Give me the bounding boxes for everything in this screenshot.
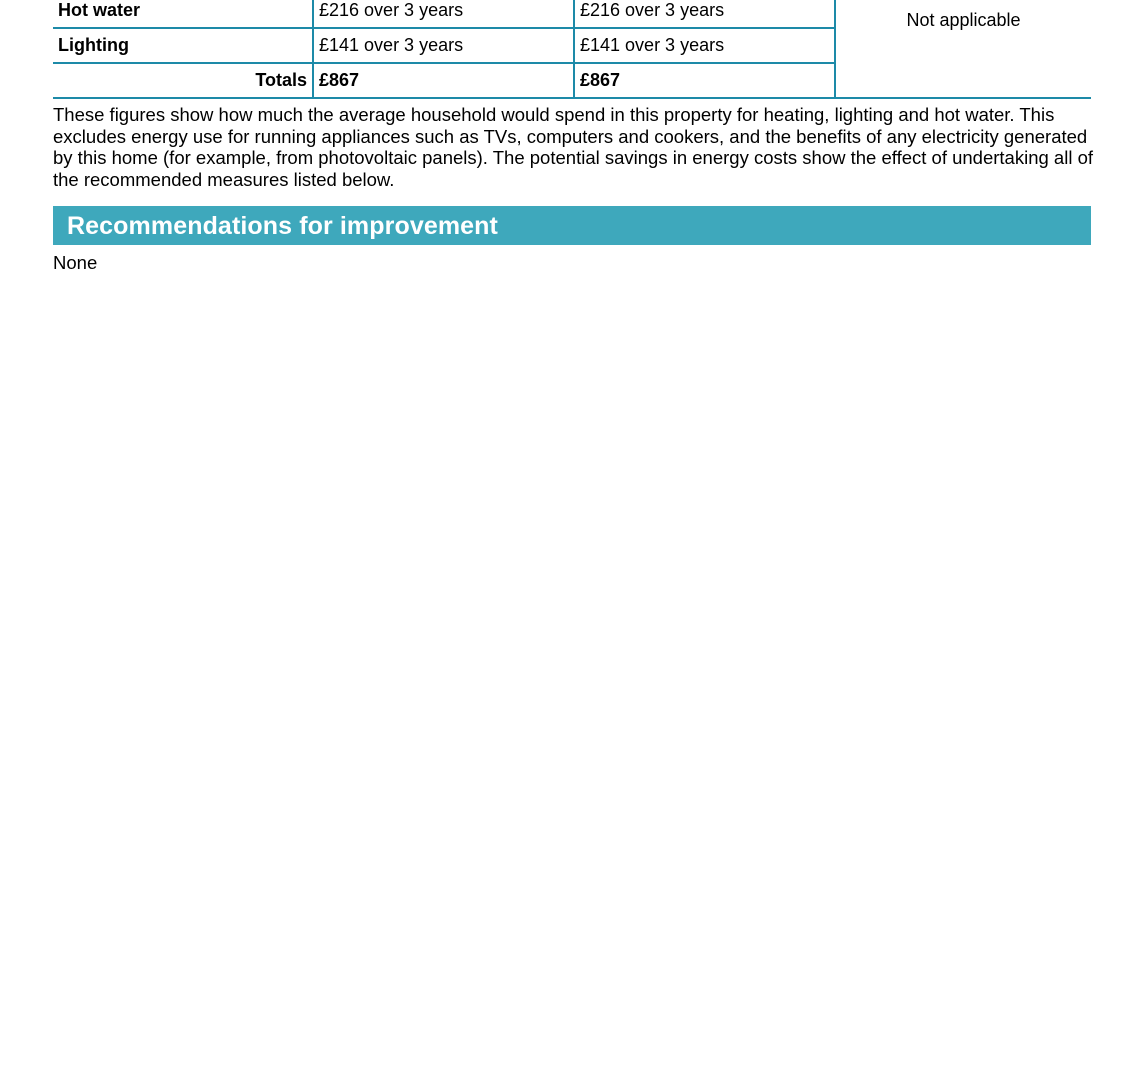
current-cost-hot-water: £216 over 3 years xyxy=(313,0,574,28)
potential-savings-cell: Not applicable xyxy=(835,0,1091,98)
estimated-costs-table xyxy=(53,0,1091,99)
current-cost-total: £867 xyxy=(313,63,574,98)
potential-cost-hot-water: £216 over 3 years xyxy=(574,0,835,28)
table-row xyxy=(53,0,1091,28)
totals-label: Totals xyxy=(53,63,313,98)
row-label-hot-water: Hot water xyxy=(53,0,313,28)
section-title: Recommendations for improvement xyxy=(67,212,498,240)
row-label-lighting: Lighting xyxy=(53,28,313,63)
potential-cost-lighting: £141 over 3 years xyxy=(574,28,835,63)
recommendations-body: None xyxy=(53,252,98,273)
potential-cost-total: £867 xyxy=(574,63,835,98)
recommendations-header xyxy=(53,206,1091,245)
costs-explanation: These figures show how much the average household would spend in this property for heating, lighting and hot water. This excludes energy use for running appliances such as TVs, computers and cookers, and the benefits of any electricity generated by this home (for example, from photovoltaic panels). The potential savings in energy costs show the effect of undertaking all of the recommended measures listed below. xyxy=(53,104,1093,190)
current-cost-lighting: £141 over 3 years xyxy=(313,28,574,63)
